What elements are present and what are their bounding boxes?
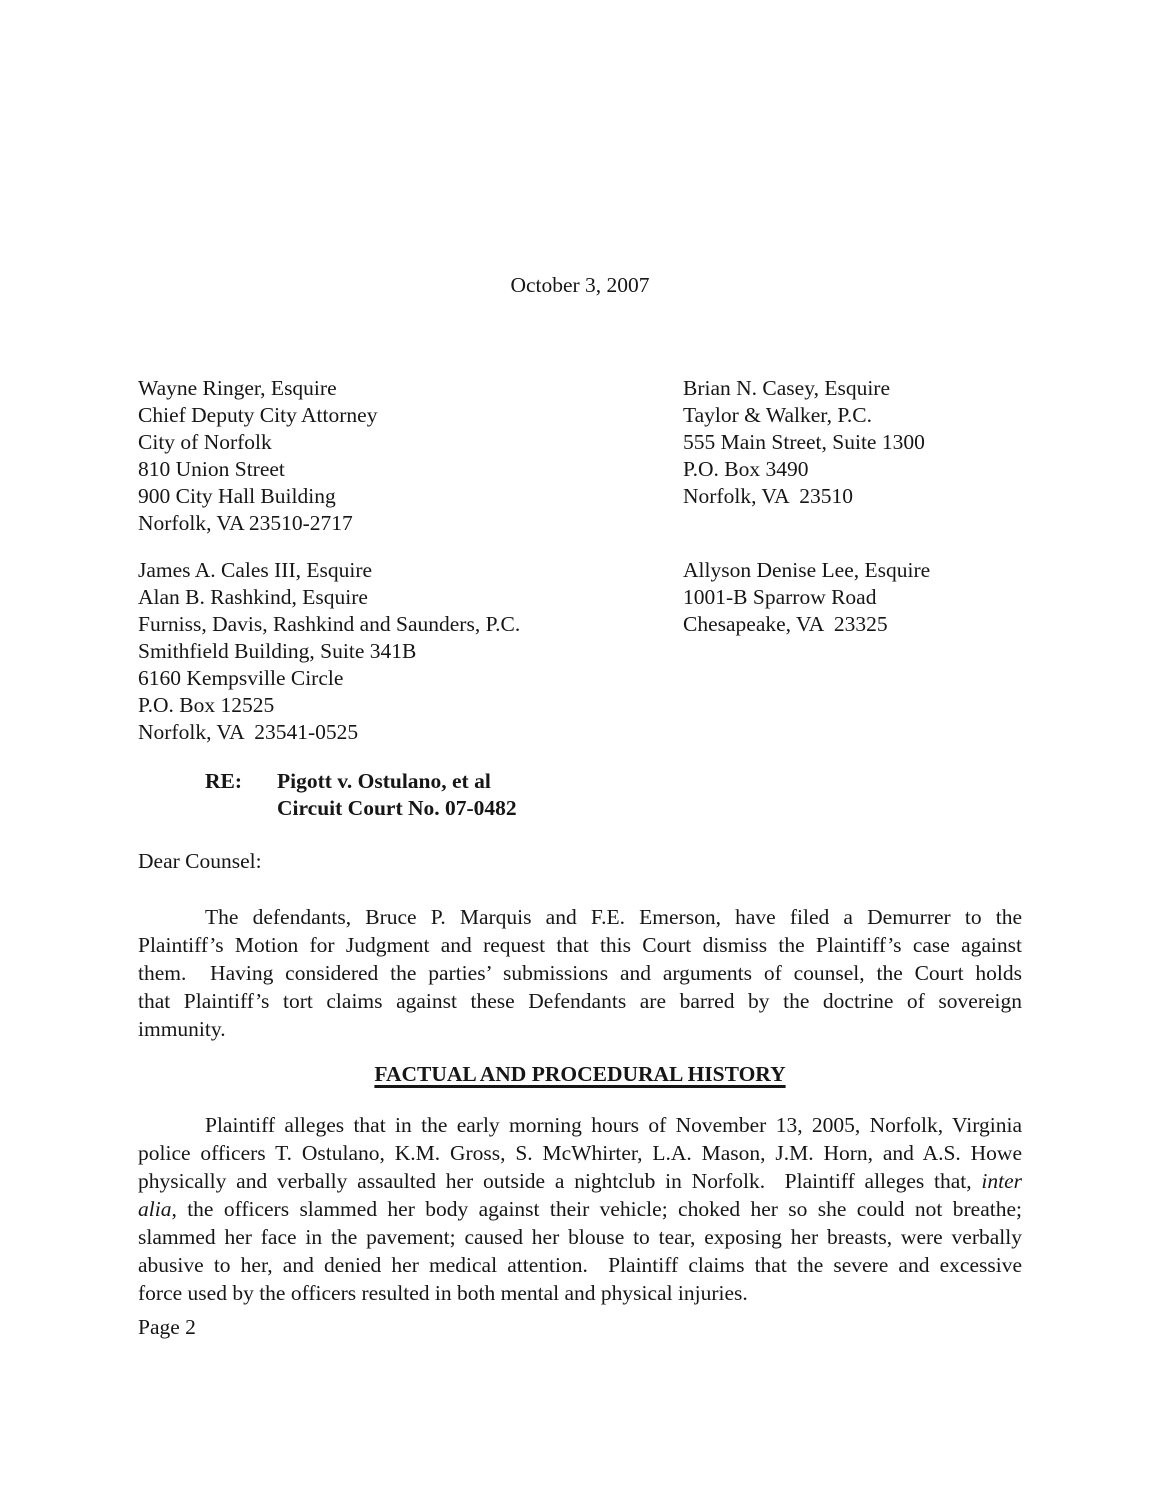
address-line: Brian N. Casey, Esquire xyxy=(683,376,890,400)
text-run: The defendants, Bruce P. Marquis and F.E. Emerson, have filed a Demurrer to the xyxy=(205,905,1022,929)
address-line: Taylor & Walker, P.C. xyxy=(683,403,872,427)
recipient-allyson-lee xyxy=(683,557,1022,746)
salutation: Dear Counsel: xyxy=(138,849,262,873)
address-line: P.O. Box 3490 xyxy=(683,457,809,481)
paragraph-line xyxy=(138,987,1022,1015)
text-run: them. Having considered the parties’ submissions and arguments of counsel, the Court holds xyxy=(138,961,1022,985)
italic-phrase: inter xyxy=(981,1169,1022,1193)
paragraph-line xyxy=(138,1279,1022,1307)
address-line: 1001-B Sparrow Road xyxy=(683,585,877,609)
address-line: Chesapeake, VA 23325 xyxy=(683,612,888,636)
address-line: 900 City Hall Building xyxy=(138,484,336,508)
re-label: RE: xyxy=(205,769,243,793)
paragraph-line xyxy=(138,959,1022,987)
address-line: Norfolk, VA 23510 xyxy=(683,484,854,508)
text-run: that Plaintiff’s tort claims against these Defendants are barred by the doctrine of sovereign xyxy=(138,989,1022,1013)
address-line: 810 Union Street xyxy=(138,457,285,481)
text-run: Plaintiff’s Motion for Judgment and request that this Court dismiss the Plaintiff’s case against xyxy=(138,933,1022,957)
paragraph-demurrer xyxy=(138,903,1022,1043)
page-number: Page 2 xyxy=(138,1315,196,1339)
text-run: immunity. xyxy=(138,1017,226,1041)
address-line: City of Norfolk xyxy=(138,430,272,454)
paragraph-line xyxy=(138,1251,1022,1279)
address-line: Norfolk, VA 23541-0525 xyxy=(138,720,359,744)
text-run: slammed her face in the pavement; caused her blouse to tear, exposing her breasts, were verbally xyxy=(138,1225,1022,1249)
address-line: Alan B. Rashkind, Esquire xyxy=(138,585,368,609)
paragraph-line xyxy=(138,1223,1022,1251)
address-line: James A. Cales III, Esquire xyxy=(138,558,373,582)
address-line: Allyson Denise Lee, Esquire xyxy=(683,558,931,582)
address-line: Pigott v. Ostulano, et al xyxy=(277,769,491,793)
recipient-brian-casey xyxy=(683,375,1022,537)
address-line: Smithfield Building, Suite 341B xyxy=(138,639,417,663)
text-run: physically and verbally assaulted her outside a nightclub in Norfolk. Plaintiff alleges that, xyxy=(138,1169,982,1193)
address-line: Wayne Ringer, Esquire xyxy=(138,376,337,400)
address-line: Norfolk, VA 23510-2717 xyxy=(138,511,353,535)
address-line: Furniss, Davis, Rashkind and Saunders, P.C. xyxy=(138,612,521,636)
text-run: Plaintiff alleges that in the early morning hours of November 13, 2005, Norfolk, Virginia xyxy=(205,1113,1022,1137)
text-run: , the officers slammed her body against their vehicle; choked her so she could not breathe; xyxy=(171,1197,1022,1221)
recipient-wayne-ringer xyxy=(138,375,683,537)
recipient-block-1 xyxy=(138,375,1022,537)
text-run: force used by the officers resulted in both mental and physical injuries. xyxy=(138,1281,748,1305)
address-line: 6160 Kempsville Circle xyxy=(138,666,344,690)
paragraph-line xyxy=(138,1167,1022,1195)
recipient-block-2 xyxy=(138,557,1022,746)
paragraph-line xyxy=(138,1195,1022,1223)
paragraph-line xyxy=(138,1015,1022,1043)
paragraph-line xyxy=(138,903,1022,931)
address-line: 555 Main Street, Suite 1300 xyxy=(683,430,925,454)
re-line xyxy=(138,768,1022,822)
section-heading: FACTUAL AND PROCEDURAL HISTORY xyxy=(374,1062,786,1086)
paragraph-allegations xyxy=(138,1111,1022,1307)
re-case-lines xyxy=(277,768,517,822)
paragraph-line xyxy=(138,1139,1022,1167)
letter-date: October 3, 2007 xyxy=(510,273,650,297)
recipient-james-cales xyxy=(138,557,683,746)
address-line: Chief Deputy City Attorney xyxy=(138,403,378,427)
text-run: police officers T. Ostulano, K.M. Gross, S. McWhirter, L.A. Mason, J.M. Horn, and A.S. Howe xyxy=(138,1141,1022,1165)
paragraph-line xyxy=(138,931,1022,959)
address-line: P.O. Box 12525 xyxy=(138,693,275,717)
address-line: Circuit Court No. 07-0482 xyxy=(277,796,517,820)
paragraph-line xyxy=(138,1111,1022,1139)
text-run: abusive to her, and denied her medical attention. Plaintiff claims that the severe and excessive xyxy=(138,1253,1022,1277)
italic-phrase: alia xyxy=(138,1197,172,1221)
